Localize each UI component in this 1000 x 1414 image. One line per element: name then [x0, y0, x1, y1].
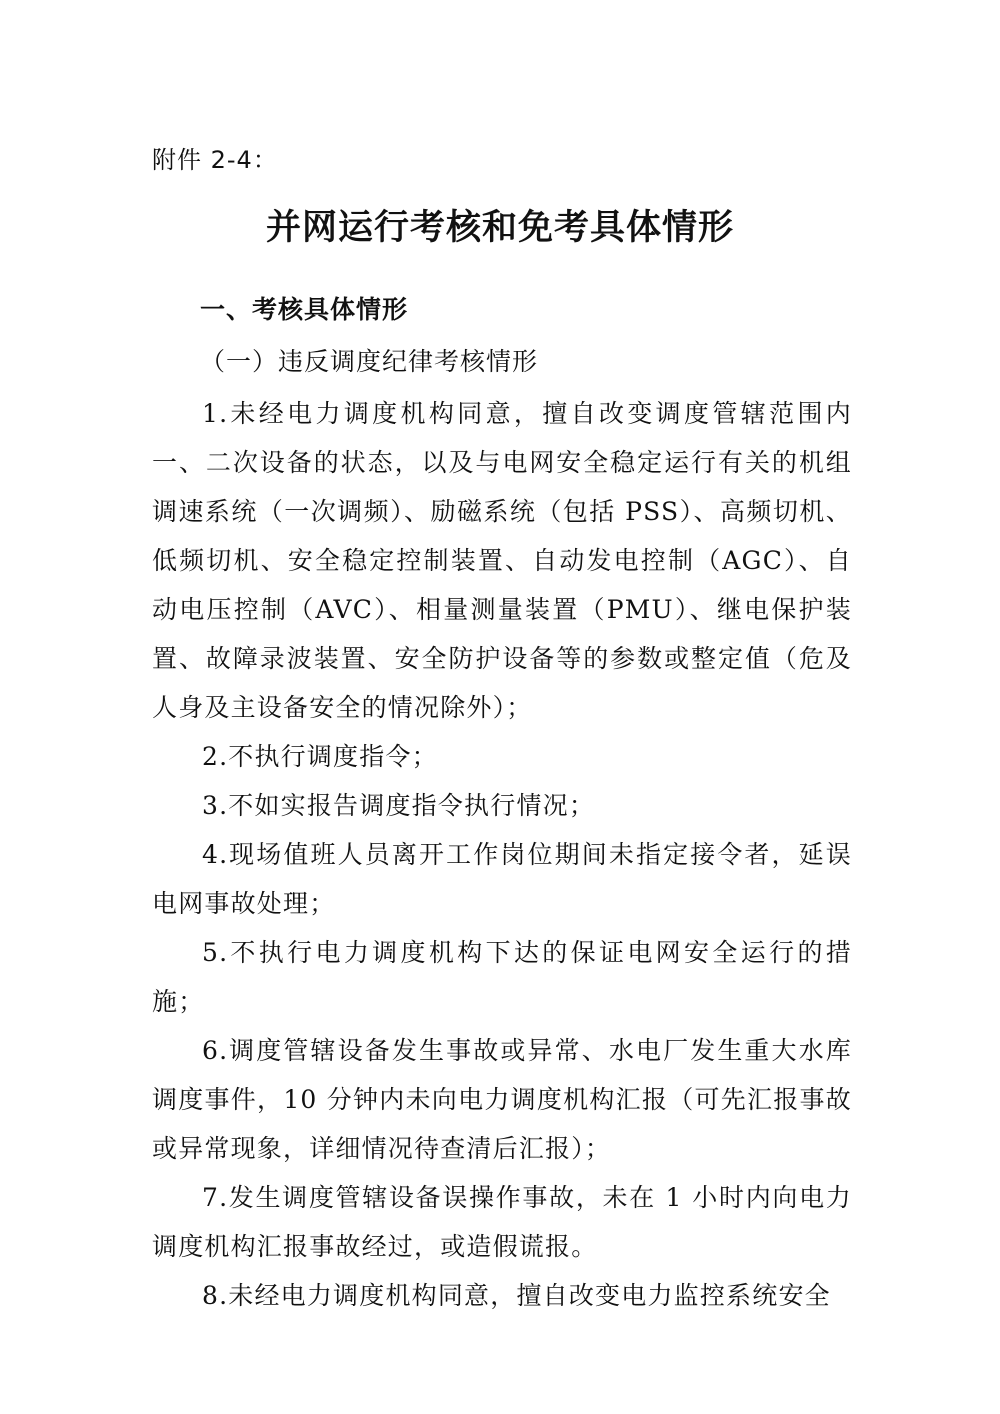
paragraph-item-6: 6.调度管辖设备发生事故或异常、水电厂发生重大水库调度事件，10 分钟内未向电力调度机构汇报（可先汇报事故或异常现象，详细情况待查清后汇报）；: [152, 1036, 852, 1163]
section-heading: 一、考核具体情形: [200, 295, 409, 324]
paragraph-item-1: 1.未经电力调度机构同意，擅自改变调度管辖范围内一、二次设备的状态，以及与电网安全稳定运行有关的机组调速系统（一次调频）、励磁系统（包括 PSS）、高频切机、低频切机、安全稳定控制装置、自动发电控制（AGC）、自动电压控制（AVC）、相量测量装置（PMU）、继电保护装置、故障录波装置、安全防护设备等的参数或整定值（危及人身及主设备安全的情况除外）；: [152, 399, 852, 722]
paragraph-item-5: 5.不执行电力调度机构下达的保证电网安全运行的措施；: [152, 938, 852, 1016]
paragraph-item-4: 4.现场值班人员离开工作岗位期间未指定接令者，延误电网事故处理；: [152, 840, 852, 918]
attachment-label: 附件 2-4：: [152, 146, 278, 174]
paragraph-item-2: 2.不执行调度指令；: [202, 742, 438, 771]
paragraph-item-8: 8.未经电力调度机构同意，擅自改变电力监控系统安全: [202, 1281, 831, 1310]
paragraph-item-3: 3.不如实报告调度指令执行情况；: [202, 791, 596, 820]
subsection-heading: （一）违反调度纪律考核情形: [200, 347, 539, 376]
body-text: [152, 389, 852, 1320]
document-title: 并网运行考核和免考具体情形: [265, 207, 734, 248]
paragraph-item-7: 7.发生调度管辖设备误操作事故，未在 1 小时内向电力调度机构汇报事故经过，或造假谎报。: [152, 1183, 852, 1261]
